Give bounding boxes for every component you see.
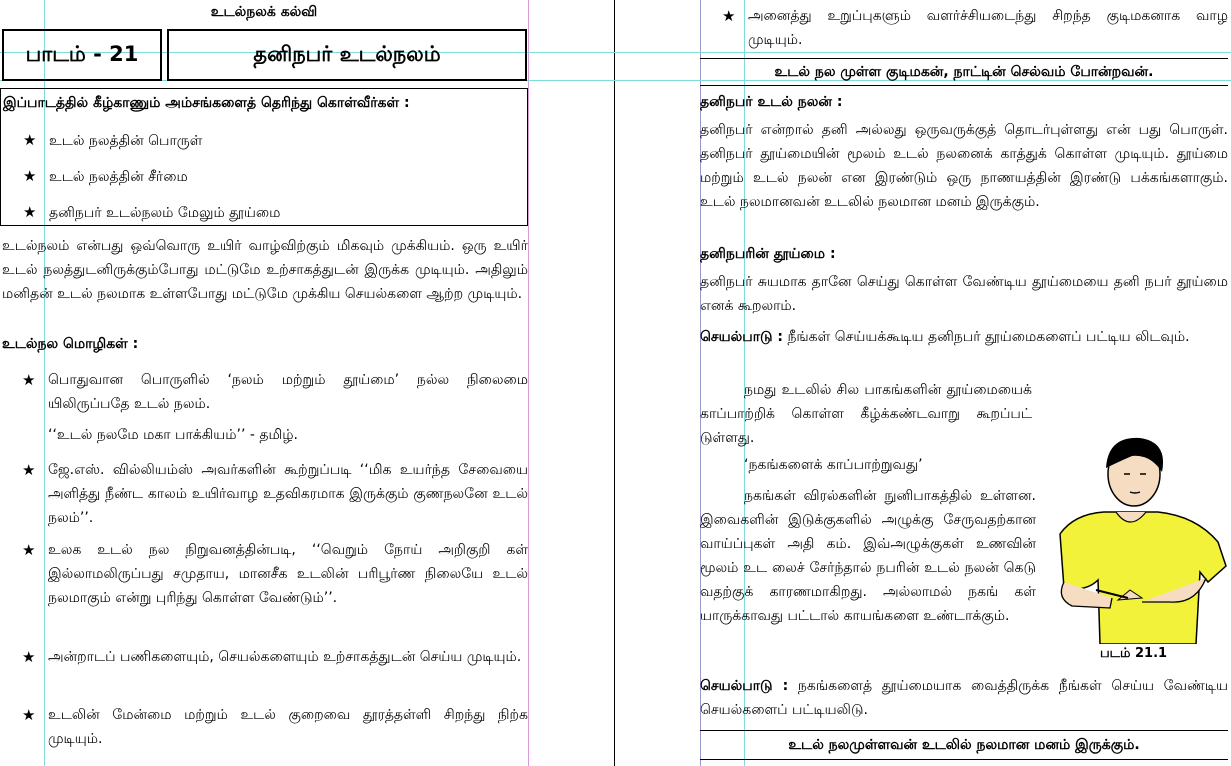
star-icon: ★: [22, 706, 36, 724]
bullet-item: ★ உடலின் மேன்மை மற்றும் உடல் குறைவை தூரத்தள்ளி சிறந்து நிற்க முடியும்.: [22, 703, 528, 751]
boy-trimming-nails-illustration: [1046, 432, 1228, 644]
activity-label: செயல்பாடு :: [700, 678, 789, 694]
objectives-box: [0, 88, 528, 226]
bullet-item: ★ அன்றாடப் பணிகளையும், செயல்களையும் உற்சாகத்துடன் செய்ய முடியும்.: [22, 645, 528, 669]
star-icon: ★: [23, 167, 37, 185]
slogan-box: உடல் நலமுள்ளவன் உடலில் நலமான மனம் இருக்கும்.: [700, 730, 1228, 760]
bullet-item: ★ உலக உடல் நல நிறுவனத்தின்படி, ‘‘வெறும் நோய் அறிகுறி கள் இல்லாமலிருப்பது சமுதாய, மானசீக உடலின் பரிபூர்ண நிலையே உடல் நலமாகும் என்று புரிந்து கொள்ள வேண்டும்’’.: [22, 538, 528, 610]
activity-text: நகங்களைத் தூய்மையாக வைத்திருக்க நீங்கள் செய்ய வேண்டிய செயல்களைப் பட்டியலிடு.: [700, 678, 1228, 718]
star-icon: ★: [22, 648, 36, 666]
activity-text: நீங்கள் செய்யக்கூடிய தனிநபர் தூய்மைகளைப் பட்டிய லிடவும்.: [787, 329, 1190, 345]
slogan-box: உடல் நல முள்ள குடிமகன், நாட்டின் செல்வம் போன்றவன்.: [700, 58, 1228, 86]
star-icon: ★: [23, 131, 37, 149]
star-icon: ★: [22, 371, 36, 389]
section-heading: தனிநபர் உடல் நலன் :: [700, 94, 843, 110]
quote: ‘‘உடல் நலமே மகா பாக்கியம்’’ - தமிழ்.: [48, 427, 298, 443]
page-header: உடல்நலக் கல்வி: [210, 4, 318, 20]
star-icon: ★: [22, 541, 36, 559]
section-heading: தனிநபரின் தூய்மை :: [700, 246, 836, 262]
objective-item: ★ உடல் நலத்தின் பொருள்: [23, 131, 203, 149]
paragraph: நமது உடலில் சில பாகங்களின் தூய்மையைக் காப்பாற்றிக் கொள்ள கீழ்க்கண்டவாறு கூறப்பட் டுள்ளது.: [700, 382, 1032, 446]
figure-caption: படம் 21.1: [1100, 646, 1168, 661]
lesson-number: பாடம் - 21: [2, 29, 162, 81]
paragraph: தனிநபர் என்றால் தனி அல்லது ஒருவருக்குத் தொடர்புள்ளது என் பது பொருள். தனிநபர் தூய்மையின் மூலம் உடல் நலனைக் காத்துக் கொள்ள முடியும். தூய்மை மற்றும் உடல் நலன் என இரண்டும் ஒரு நாணயத்தின் இரண்டு பக்கங்களாகும். உடல் நலமானவன் உடலில் நலமான மனம் இருக்கும்.: [700, 122, 1228, 210]
activity: [700, 674, 1228, 722]
paragraph: நகங்கள் விரல்களின் நுனிபாகத்தில் உள்ளன. இவைகளின் இடுக்குகளில் அழுக்கு சேருவதற்கான வாய்ப்புகள் அதி கம். இவ்அழுக்குகள் உணவின் மூலம் உட லைச் சேர்ந்தால் நபரின் உடல் நலன் கெடு வதற்குக் காரணமாகிறது. அல்லாமல் நகங் கள் யாருக்காவது பட்டால் காயங்களை உண்டாக்கும்.: [700, 488, 1036, 624]
activity-label: செயல்பாடு :: [700, 329, 783, 345]
activity: [700, 325, 1228, 349]
bullet-item: ★ ஜே.எஸ். வில்லியம்ஸ் அவர்களின் கூற்றுப்படி ‘‘மிக உயர்ந்த சேவையை அளித்து நீண்ட காலம் உயிர்வாழ உதவிகரமாக இருக்கும் குணநலனே உடல் நலம்’’.: [22, 458, 528, 530]
page-divider: [614, 0, 615, 766]
star-icon: ★: [22, 461, 36, 479]
sayings-heading: உடல்நல மொழிகள் :: [2, 336, 139, 352]
star-icon: ★: [722, 7, 736, 25]
subheading: ‘நகங்களைக் காப்பாற்றுவது’: [744, 457, 923, 473]
objectives-heading: இப்பாடத்தில் கீழ்காணும் அம்சங்களைத் தெரிந்து கொள்வீர்கள் :: [3, 95, 410, 111]
guide-line: [528, 0, 529, 766]
bullet-item: ★ அனைத்து உறுப்புகளும் வளர்ச்சியடைந்து சிறந்த குடிமகனாக வாழ முடியும்.: [722, 4, 1228, 52]
star-icon: ★: [23, 203, 37, 221]
intro-paragraph: உடல்நலம் என்பது ஒவ்வொரு உயிர் வாழ்விற்கும் மிகவும் முக்கியம். ஒரு உயிர் உடல் நலத்துடனிருக்கும்போது மட்டுமே உற்சாகத்துடன் இருக்க முடியும். அதிலும் மனிதன் உடல் நலமாக உள்ளபோது மட்டுமே முக்கிய செயல்களை ஆற்ற முடியும்.: [2, 238, 528, 302]
bullet-item: ★ பொதுவான பொருளில் ‘நலம் மற்றும் தூய்மை’ நல்ல நிலைமை யிலிருப்பதே உடல் நலம்.: [22, 368, 528, 416]
paragraph: தனிநபர் சுயமாக தானே செய்து கொள்ள வேண்டிய தூய்மையை தனி நபர் தூய்மை எனக் கூறலாம்.: [700, 274, 1228, 314]
objective-item: ★ உடல் நலத்தின் சீர்மை: [23, 167, 188, 185]
objective-item: ★ தனிநபர் உடல்நலம் மேலும் தூய்மை: [23, 203, 281, 221]
lesson-title: தனிநபர் உடல்நலம்: [167, 29, 527, 81]
